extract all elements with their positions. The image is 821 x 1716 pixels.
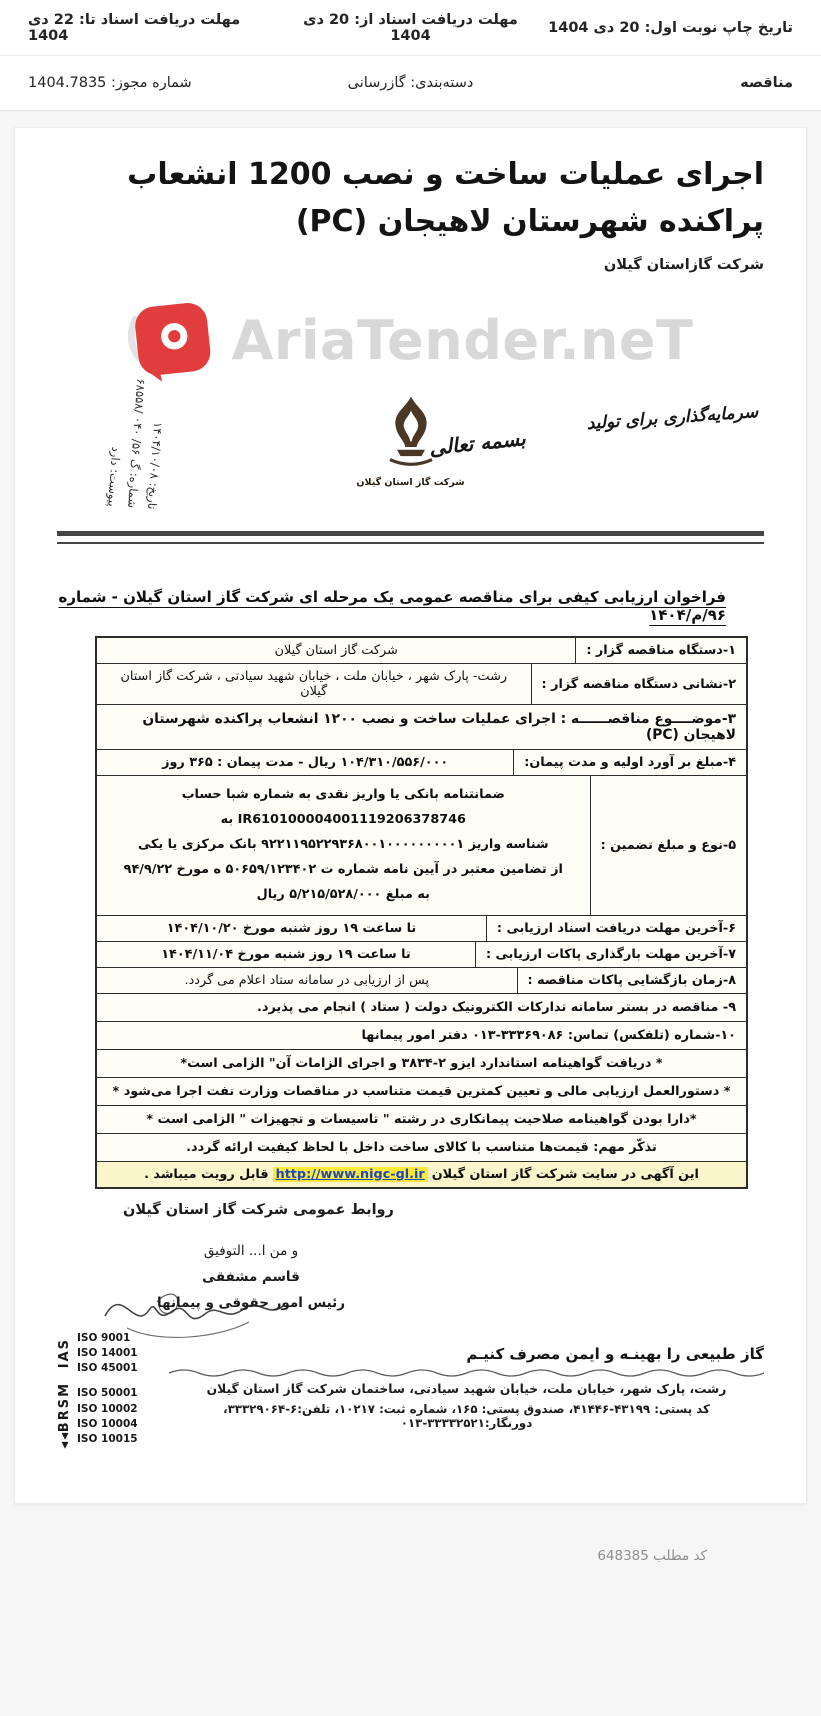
iso-item: ISO 10004 [77,1417,138,1430]
notice-table [95,636,748,1189]
row-setad-text: ۹- مناقصه در بستر سامانه تدارکات الکترونیک دولت ( ستاد ) انجام می پذیرد. [257,999,736,1015]
company-contact: کد پستی: ۴۳۱۹۹-۴۱۴۴۶، صندوق پستی: ۱۶۵، شماره ثبت: ۱۰۲۱۷، تلفن:۶-۳۳۳۲۹۰۶۴، دورنگار:۳۳۳۳۲۵۲۱-۰۱۳ [223,1401,710,1430]
category-label: دسته‌بندی: گازرسانی [347,75,474,91]
wavy-divider [169,1366,764,1378]
ariatender-logo-text: AriaTender.neT [231,308,694,372]
row-guarantee [97,776,746,916]
ariatender-watermark [57,287,764,393]
listing-header [0,0,821,111]
guarantee-line-1: ضمانتنامه بانکی یا واریز نقدی به شماره شبا حساب IR610100004001119206378746 به [181,787,505,827]
signatory-name: قاسم مشفقی [202,1269,300,1286]
company-name: شرکت گازاستان گیلان [603,257,764,273]
ias-group [57,1331,155,1376]
row-upload-deadline-value: تا ساعت ۱۹ روز شنبه مورخ ۱۴۰۴/۱۱/۰۴ [161,946,411,962]
divider-thin [57,542,764,544]
row-qualification-requirement [97,1106,746,1134]
item-code: کد مطلب 648385 [597,1548,707,1565]
letterhead-date: تاریخ: ۱۴۰۴/۱۰/۰۸ [145,421,166,510]
row-upload-deadline [97,942,746,968]
tender-type-badge: مناقصه [740,75,793,91]
signature-area [57,1238,764,1317]
brsm-logo-text: BRSM [57,1382,72,1433]
ias-iso-list [77,1331,138,1376]
license-number: شماره مجوز: 1404.7835 [28,75,192,91]
row-agency-label: ۱-دستگاه مناقصه گزار : [575,638,746,663]
header-row-category [0,55,821,110]
row-estimate-value: ۱۰۴/۳۱۰/۵۵۶/۰۰۰ ریال - مدت پیمان : ۳۶۵ روز [162,755,449,770]
row-website-highlight [97,1162,746,1187]
iso-item: ISO 45001 [77,1362,138,1375]
row-address [97,664,746,705]
header-row-dates [0,0,821,55]
row-guarantee-label: ۵-نوع و مبلغ تضمین : [590,776,746,915]
iso-item: ISO 10002 [77,1402,138,1415]
row-address-label: ۲-نشانی دستگاه مناقصه گزار : [531,664,746,704]
iso-item: ISO 10015 [77,1433,138,1445]
letterhead-attachment: پیوست: دارد [104,446,124,508]
letterhead-footer [57,1331,764,1458]
evaluation-rule-text: * دستورالعمل ارزیابی مالی و تعیین کمترین قیمت متناسب در مناقصات وزارت نفت اجرا می‌شود * [112,1083,731,1099]
row-estimate-label: ۴-مبلغ بر آورد اولیه و مدت پیمان: [513,750,746,775]
nigc-logo [346,395,476,488]
signature-block [157,1238,345,1317]
row-docs-deadline-label: ۶-آخرین مهلت دریافت اسناد ارزیابی : [486,916,746,941]
iso-item: ISO 14001 [77,1346,138,1359]
row-opening-time [97,968,746,994]
row-agency-value: شرکت گاز استان گیلان [274,643,398,658]
ias-logo: IAS [57,1337,72,1369]
brsm-triangles-icon: ▲▲ [60,1432,70,1451]
guarantee-line-4: به مبلغ ۵/۲۱۵/۵۲۸/۰۰۰ ریال [256,886,430,902]
page-title: اجرای عملیات ساخت و نصب 1200 انشعاب پراکنده شهرستان لاهیجان (PC) [127,157,764,239]
row-agency [97,638,746,664]
important-note-text: تذکّر مهم: قیمت‌ها متناسب با کالای ساخت داخل با لحاظ کیفیت ارائه گردد. [186,1139,657,1155]
signatory-title: رئیس امور حقوقی و پیمانها [157,1295,346,1312]
row-docs-deadline [97,916,746,942]
brsm-logo [57,1382,72,1450]
row-upload-deadline-label: ۷-آخرین مهلت بارگذاری پاکات ارزیابی : [475,942,746,967]
letterhead [57,378,764,523]
row-docs-deadline-value: تا ساعت ۱۹ روز شنبه مورخ ۱۴۰۴/۱۰/۲۰ [166,920,417,936]
row-contact-number [97,1022,746,1050]
row-contact-text: ۱۰-شماره (تلفکس) تماس: ۳۳۳۶۹۰۸۶-۰۱۳ دفتر امور پیمانها [361,1027,736,1043]
iso-item: ISO 9001 [77,1331,131,1344]
tender-document-card [14,127,807,1504]
row-opening-time-label: ۸-زمان بازگشایی پاکات مناقصه : [517,968,747,993]
iso-certifications [57,1331,155,1458]
notice-title: فراخوان ارزیابی کیفی برای مناقصه عمومی یک مرحله ای شرکت گاز استان گیلان - شماره ۹۶/م/۱۴۰۴ [58,588,726,624]
iso-requirement-text: * دریافت گواهینامه استاندارد ایزو ۲-۳۸۳۴ و اجرای الزامات آن" الزامی است* [180,1055,663,1071]
signature-invocation: و من ا... التوفیق [203,1242,299,1259]
nigc-logo-caption: شرکت گاز استان گیلان [356,477,465,488]
row-important-note [97,1134,746,1162]
row-evaluation-rule [97,1078,746,1106]
company-address: رشت، پارک شهر، خیابان ملت، خیابان شهید سیادتی، ساختمان شرکت گاز استان گیلان [206,1381,727,1396]
divider-thick [57,531,764,536]
row-subject-text: ۳-موضــــوع مناقصــــــه : اجرای عملیات ساخت و نصب ۱۲۰۰ انشعاب پراکنده شهرستان لاهیجان (PC) [142,711,736,743]
row-setad-platform [97,994,746,1022]
bismillah-calligraphy: بسمه تعالی [428,426,527,460]
docs-receive-until: مهلت دریافت اسناد تا: 22 دی 1404 [28,11,241,44]
safety-slogan: گاز طبیعی را بهینـه و ایمن مصرف کنیـم [466,1344,764,1363]
letterhead-number: شماره: گ ۵۶/ ۰۴۰ /۶۸۵۵۸ [124,378,148,509]
website-highlight-pre: این آگهی در سایت شرکت گاز استان گیلان [431,1166,699,1182]
flame-icon [376,395,446,471]
ariatender-logo-icon [128,296,216,384]
row-opening-time-value: پس از ارزیابی در سامانه ستاد اعلام می گردد. [184,972,430,988]
iso-item: ISO 50001 [77,1387,138,1400]
docs-receive-from: مهلت دریافت اسناد از: 20 دی 1404 [303,11,518,44]
guarantee-line-3: از تضامین معتبر در آیین نامه شماره ت ۵۰۶۵۹/۱۲۳۴۰۲ ه مورخ ۹۴/۹/۲۲ [123,861,563,877]
qualification-requirement-text: *دارا بودن گواهینامه صلاحیت پیمانکاری در رشته " تاسیسات و تجهیزات " الزامی است * [146,1111,697,1127]
website-highlight-post: قابل رویت میباشد . [144,1166,269,1182]
year-slogan-calligraphy: سرمایه‌گذاری برای تولید [586,402,759,434]
letterhead-fields [102,378,170,510]
row-subject [97,705,746,750]
nigc-website-link[interactable]: http://www.nigc-gl.ir [273,1167,428,1182]
row-guarantee-value [97,776,590,915]
row-estimate [97,750,746,776]
website-highlight-text [97,1162,746,1187]
row-iso-requirement [97,1050,746,1078]
guarantee-line-2: شناسه واریز ۹۲۲۱۱۹۵۲۲۹۳۶۸۰۰۱۰۰۰۰۰۰۰۰۰۱ بانک مرکزی یا یکی [137,836,549,852]
row-address-value: رشت- پارک شهر ، خیابان ملت ، خیابان شهید سیادتی ، شرکت گاز استان گیلان [120,669,508,699]
brsm-group [57,1382,155,1450]
pr-department: روابط عمومی شرکت گاز استان گیلان [123,1201,394,1218]
footer-main [169,1331,764,1430]
print-date: تاریخ چاپ نوبت اول: 20 دی 1404 [548,19,793,36]
brsm-iso-list [77,1386,138,1446]
